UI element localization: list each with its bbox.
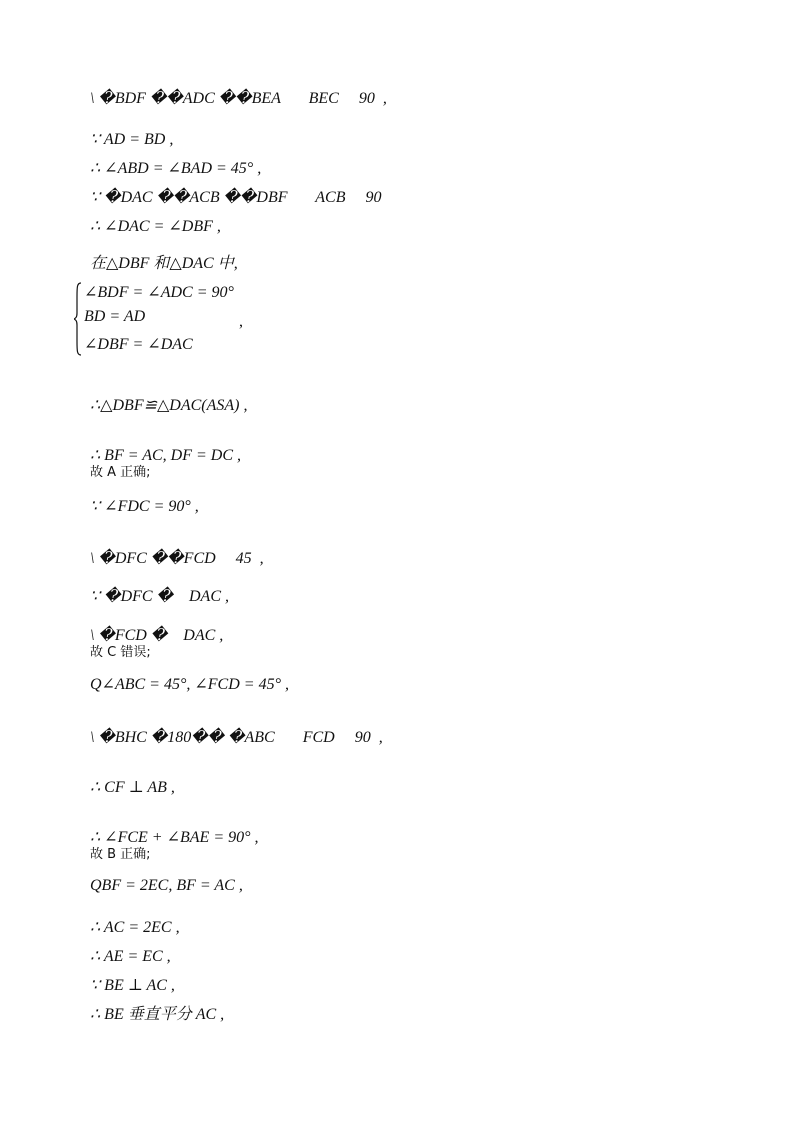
- line-16-note: 故 B 正确;: [90, 847, 151, 862]
- line-15-text: ∴ CF ⊥ AB ,: [90, 779, 175, 796]
- line-7: [74, 382, 248, 430]
- line-3-text: ∴ ∠ABD = ∠BAD = 45° ,: [90, 160, 262, 177]
- line-15: [74, 764, 175, 812]
- system-comma: ,: [239, 313, 243, 330]
- line-8-text: ∴ BF = AC, DF = DC ,: [90, 447, 242, 464]
- line-5-text: ∴ ∠DAC = ∠DBF ,: [90, 218, 221, 235]
- line-21-text: ∴ BE 垂直平分 AC ,: [90, 1006, 225, 1023]
- line-14-text: \ �BHC �180�� �ABC FCD 90 ,: [90, 729, 383, 746]
- line-17: [74, 862, 243, 910]
- line-2-text: ∵ AD = BD ,: [90, 131, 174, 148]
- line-10-text: \ �DFC ��FCD 45 ,: [90, 550, 264, 567]
- line-13-text: Q∠ABC = 45°, ∠FCD = 45° ,: [90, 676, 289, 693]
- line-18-text: ∴ AC = 2EC ,: [90, 919, 180, 936]
- line-16-text: ∴ ∠FCE + ∠BAE = 90° ,: [90, 829, 259, 846]
- line-21: [74, 991, 224, 1039]
- system-row-3: ∠DBF = ∠DAC: [84, 336, 193, 353]
- line-11-text: ∵ �DFC � DAC ,: [90, 588, 229, 605]
- system-row-1: ∠BDF = ∠ADC = 90°: [84, 284, 234, 301]
- line-9-text: ∵ ∠FDC = 90° ,: [90, 498, 199, 515]
- left-brace-icon: [74, 282, 82, 356]
- line-6-text: 在△DBF 和△DAC 中,: [90, 255, 238, 272]
- line-4-text: ∵ �DAC ��ACB ��DBF ACB 90: [90, 189, 382, 206]
- line-6: [74, 240, 238, 288]
- line-12-text: \ �FCD � DAC ,: [90, 627, 224, 644]
- line-1-text: \ �BDF ��ADC ��BEA BEC 90 ,: [90, 90, 387, 107]
- equation-system: [74, 282, 274, 356]
- line-9: [74, 483, 199, 531]
- line-12-note: 故 C 错误;: [90, 645, 151, 660]
- line-8-note: 故 A 正确;: [90, 465, 151, 480]
- line-7-text: ∴△DBF≌△DAC(ASA) ,: [90, 397, 248, 414]
- line-20-text: ∵ BE ⊥ AC ,: [90, 977, 175, 994]
- line-13: [74, 661, 289, 709]
- system-row-2: BD = AD: [84, 308, 146, 325]
- line-14: [74, 714, 383, 762]
- line-17-text: QBF = 2EC, BF = AC ,: [90, 877, 243, 894]
- line-19-text: ∴ AE = EC ,: [90, 948, 171, 965]
